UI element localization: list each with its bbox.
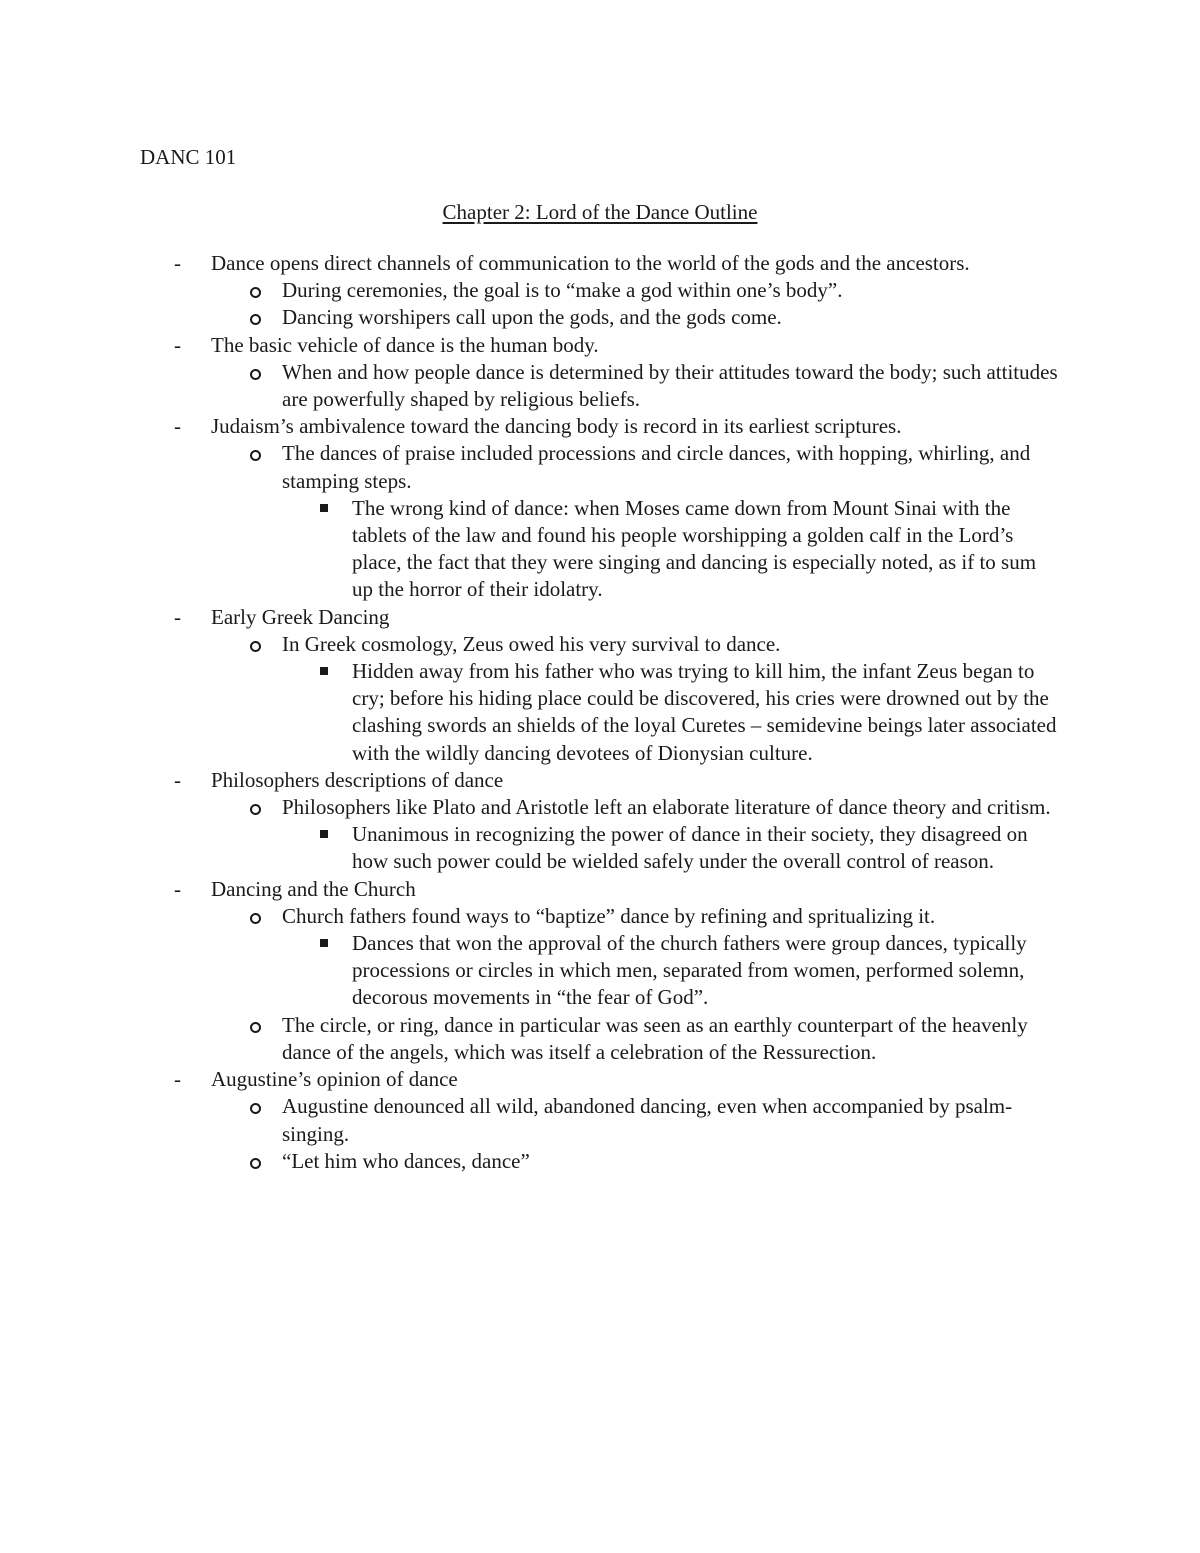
outline-item-text: The basic vehicle of dance is the human body.: [211, 332, 599, 357]
outline-item-level-1: [0, 332, 1200, 359]
outline-item-text: The circle, or ring, dance in particular was seen as an earthly counterpart of the heavenly dance of the angels, which was itself a celebration of the Ressurection.: [282, 1012, 1028, 1064]
circle-bullet-icon: [250, 450, 261, 461]
outline-item-level-1: [0, 250, 1200, 277]
circle-bullet-icon: [250, 1158, 261, 1169]
outline-item-level-2: [0, 359, 1200, 413]
outline-item-text: During ceremonies, the goal is to “make a god within one’s body”.: [282, 278, 843, 303]
outline-item-text: Philosophers descriptions of dance: [211, 767, 504, 792]
outline-item-text: Dance opens direct channels of communication to the world of the gods and the ancestors.: [211, 251, 970, 275]
outline-item-text: Dancing worshipers call upon the gods, and the gods come.: [282, 305, 782, 330]
dash-bullet: -: [174, 604, 181, 629]
page-title: [0, 198, 1200, 226]
outline-item-text: Philosophers like Plato and Aristotle left an elaborate literature of dance theory and critism.: [282, 795, 1051, 820]
square-bullet-icon: [320, 667, 328, 675]
outline-item-level-2: [0, 1148, 1200, 1175]
circle-bullet-icon: [250, 314, 261, 325]
outline-item-level-2: [0, 1012, 1200, 1066]
course-code: DANC 101: [140, 145, 237, 169]
dash-bullet: -: [174, 332, 181, 357]
outline-item-text: Dancing and the Church: [211, 876, 416, 901]
outline-item-level-1: [0, 1066, 1200, 1093]
circle-bullet-icon: [250, 804, 261, 815]
outline-item-text: Unanimous in recognizing the power of dance in their society, they disagreed on how such power could be wielded safely under the overall control of reason.: [352, 822, 1028, 874]
outline-item-level-2: [0, 1093, 1200, 1147]
outline-item-level-1: [0, 767, 1200, 794]
outline-item-level-1: [0, 604, 1200, 631]
outline-item-text: Dances that won the approval of the church fathers were group dances, typically processions or circles in which men, separated from women, performed solemn, decorous movements in “the fear of God”.: [352, 931, 1027, 1010]
outline-item-text: When and how people dance is determined by their attitudes toward the body; such attitudes are powerfully shaped by religious beliefs.: [282, 359, 1058, 412]
outline-item-level-2: [0, 304, 1200, 331]
outline-item-text: “Let him who dances, dance”: [282, 1148, 530, 1173]
dash-bullet: -: [174, 1067, 181, 1092]
circle-bullet-icon: [250, 369, 261, 380]
square-bullet-icon: [320, 939, 328, 947]
dash-bullet: -: [174, 876, 181, 901]
circle-bullet-icon: [250, 913, 261, 924]
outline-item-level-2: [0, 277, 1200, 304]
outline-item-text: Augustine’s opinion of dance: [211, 1067, 458, 1092]
outline-item-text: In Greek cosmology, Zeus owed his very survival to dance.: [282, 631, 781, 656]
outline-item-level-3: [0, 930, 1200, 1012]
dash-bullet: -: [174, 251, 181, 275]
outline-list: [0, 250, 1200, 1175]
outline-item-text: Church fathers found ways to “baptize” dance by refining and spritualizing it.: [282, 903, 936, 928]
dash-bullet: -: [174, 767, 181, 792]
square-bullet-icon: [320, 830, 328, 838]
outline-item-text: Early Greek Dancing: [211, 604, 390, 629]
outline-item-text: Augustine denounced all wild, abandoned dancing, even when accompanied by psalm-singing.: [282, 1094, 1013, 1146]
circle-bullet-icon: [250, 1103, 261, 1114]
dash-bullet: -: [174, 414, 181, 439]
outline-item-level-2: [0, 903, 1200, 930]
outline-item-level-2: [0, 631, 1200, 658]
outline-item-text: Judaism’s ambivalence toward the dancing body is record in its earliest scriptures.: [211, 414, 902, 439]
outline-item-level-3: [0, 495, 1200, 604]
circle-bullet-icon: [250, 1022, 261, 1033]
title-text: Chapter 2: Lord of the Dance Outline: [442, 200, 758, 224]
outline-item-text: Hidden away from his father who was trying to kill him, the infant Zeus began to cry; before his hiding place could be discovered, his cries were drowned out by the clashing swords an shields of the loyal Curetes – semidevine beings later associated with the wildly dancing devotees of Dionysian culture.: [352, 659, 1057, 765]
outline-item-level-3: [0, 821, 1200, 875]
outline-item-text: The wrong kind of dance: when Moses came down from Mount Sinai with the tablets of the law and found his people worshipping a golden calf in the Lord’s place, the fact that they were singing and dancing is especially noted, as if to sum up the horror of their idolatry.: [352, 495, 1037, 602]
circle-bullet-icon: [250, 641, 261, 652]
square-bullet-icon: [320, 504, 328, 512]
outline-item-level-1: [0, 876, 1200, 903]
outline-item-text: The dances of praise included processions and circle dances, with hopping, whirling, and stamping steps.: [282, 441, 1031, 493]
outline-item-level-2: [0, 794, 1200, 821]
outline-item-level-1: [0, 413, 1200, 440]
circle-bullet-icon: [250, 287, 261, 298]
outline-item-level-3: [0, 658, 1200, 767]
outline-item-level-2: [0, 440, 1200, 494]
